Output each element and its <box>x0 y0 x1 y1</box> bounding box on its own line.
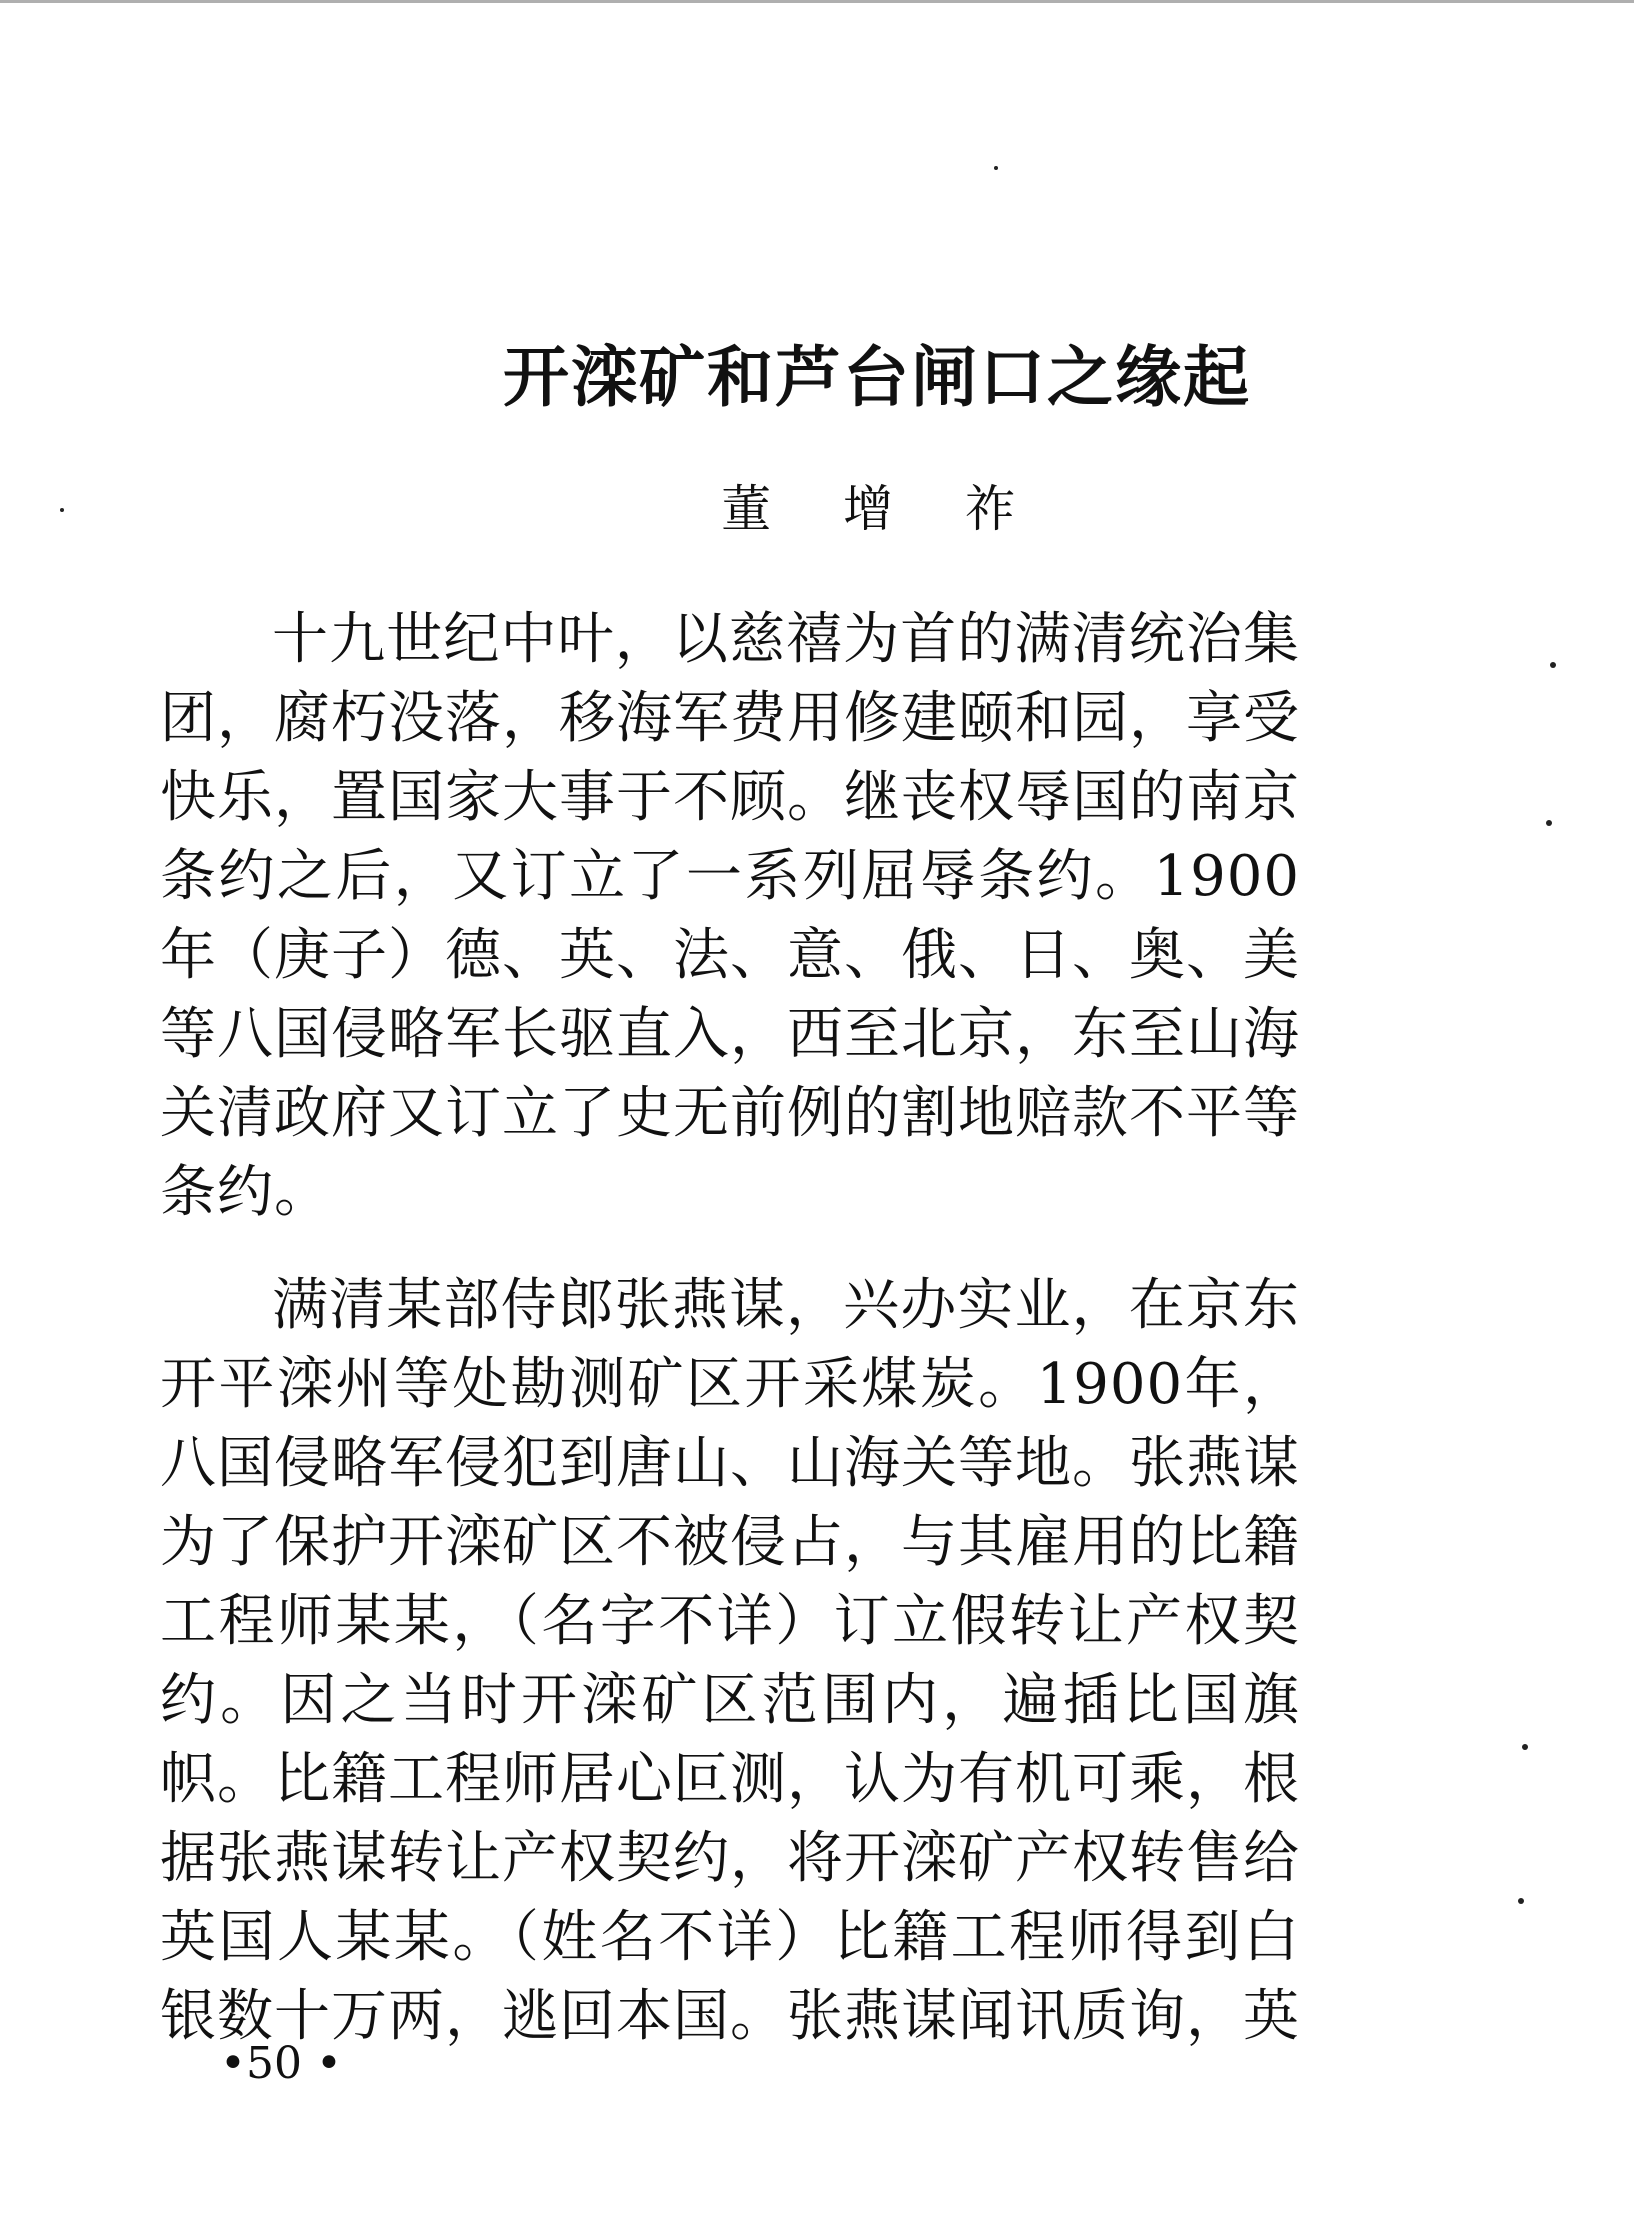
scan-speck <box>60 508 64 512</box>
article-title: 开滦矿和芦台闸口之缘起 <box>503 338 1251 416</box>
page-number: • 50 • <box>220 2038 342 2089</box>
scan-speck <box>1546 820 1552 826</box>
article-body <box>160 600 1300 2056</box>
scan-speck <box>1522 1744 1528 1750</box>
scan-speck <box>994 166 998 170</box>
paragraph-1: 十九世纪中叶，以慈禧为首的满清统治集团，腐朽没落，移海军费用修建颐和园，享受快乐，置国家大事于不顾。继丧权辱国的南京条约之后，又订立了一系列屈辱条约。1900年（庚子）德、英、法、意、俄、日、奥、美等八国侵略军长驱直入，西至北京，东至山海关清政府又订立了史无前例的割地赔款不平等条约。 <box>160 607 1300 1225</box>
scan-speck <box>1518 1898 1524 1904</box>
article-author: 董 增 祚 <box>721 480 1043 538</box>
scan-top-edge <box>0 0 1634 3</box>
scan-speck <box>1550 662 1556 668</box>
paragraph-2: 满清某部侍郎张燕谋，兴办实业，在京东开平滦州等处勘测矿区开采煤炭。1900年，八国侵略军侵犯到唐山、山海关等地。张燕谋为了保护开滦矿区不被侵占，与其雇用的比籍工程师某某，（名字不详）订立假转让产权契约。因之当时开滦矿区范围内，遍插比国旗帜。比籍工程师居心叵测，认为有机可乘，根据张燕谋转让产权契约，将开滦矿产权转售给英国人某某。（姓名不详）比籍工程师得到白银数十万两，逃回本国。张燕谋闻讯质询，英 <box>160 1273 1300 2049</box>
